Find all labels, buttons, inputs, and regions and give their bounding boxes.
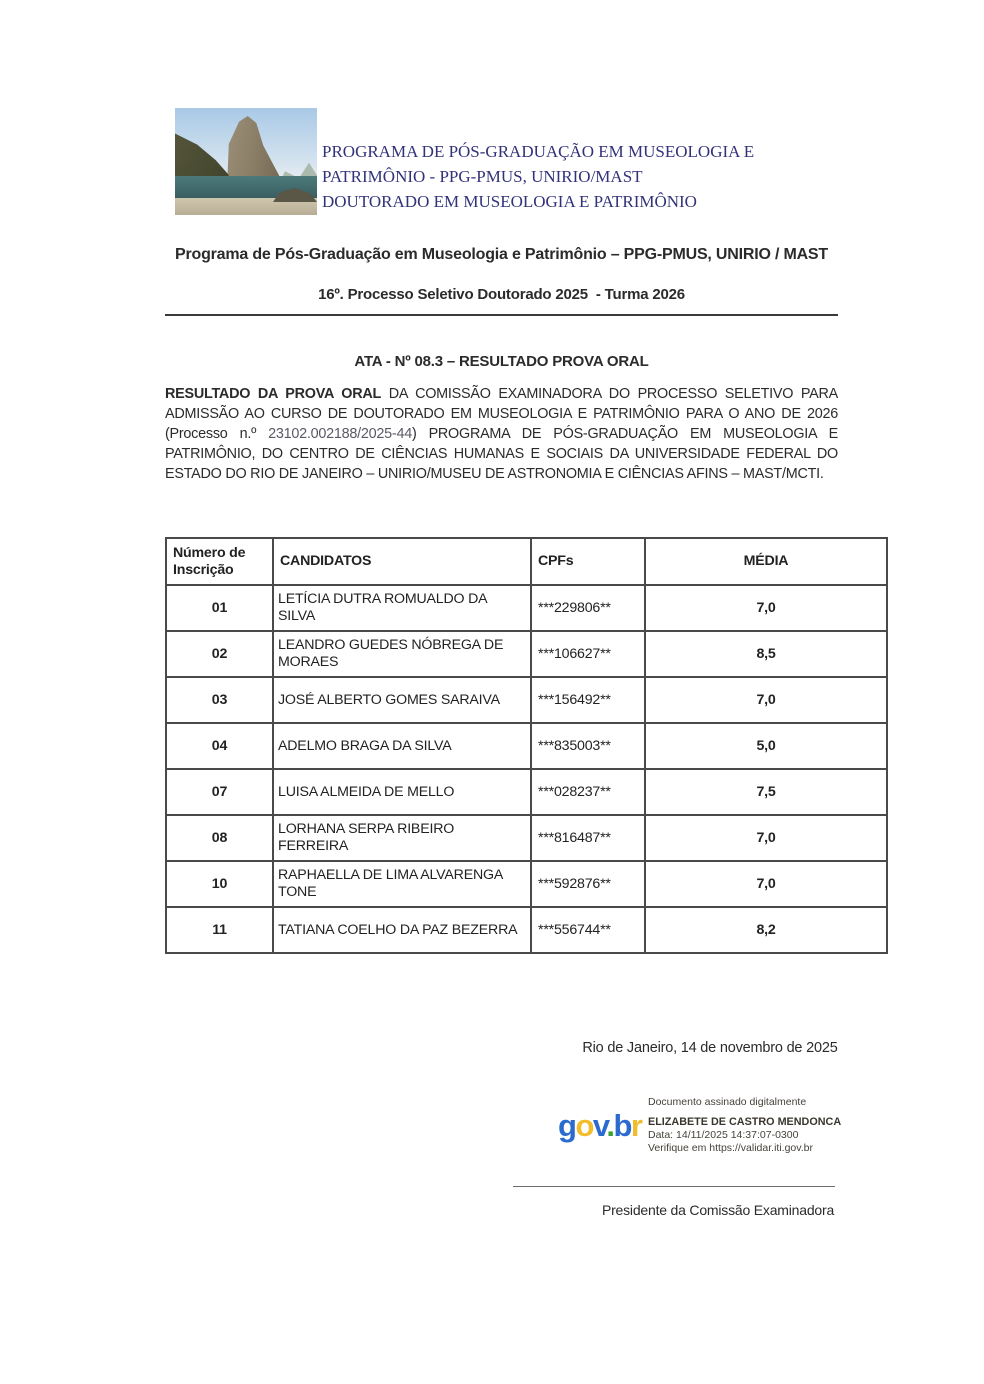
cell-cpf: ***106627**	[531, 631, 645, 677]
table-row	[166, 861, 887, 907]
paragraph-bold-lead: RESULTADO DA PROVA ORAL	[165, 386, 382, 402]
verify-url: Verifique em https://validar.iti.gov.br	[648, 1142, 813, 1154]
cell-numero: 07	[166, 769, 273, 815]
cell-cpf: ***592876**	[531, 861, 645, 907]
cell-cpf: ***028237**	[531, 769, 645, 815]
cell-numero: 01	[166, 585, 273, 631]
program-logo-photo	[175, 108, 317, 215]
signature-date: Data: 14/11/2025 14:37:07-0300	[648, 1129, 799, 1141]
cell-numero: 03	[166, 677, 273, 723]
cell-candidato: ADELMO BRAGA DA SILVA	[273, 723, 531, 769]
column-header-3: MÉDIA	[645, 538, 887, 585]
program-title-line-3: DOUTORADO EM MUSEOLOGIA E PATRIMÔNIO	[322, 192, 697, 211]
digitally-signed-label: Documento assinado digitalmente	[648, 1096, 807, 1108]
cell-media: 7,0	[645, 585, 887, 631]
cell-media: 7,0	[645, 677, 887, 723]
table-body	[166, 585, 887, 953]
govbr-logo-letter: g	[558, 1108, 576, 1143]
cell-media: 7,0	[645, 815, 887, 861]
table-row	[166, 723, 887, 769]
cell-cpf: ***229806**	[531, 585, 645, 631]
cell-candidato: LUISA ALMEIDA DE MELLO	[273, 769, 531, 815]
cell-candidato: RAPHAELLA DE LIMA ALVARENGA TONE	[273, 861, 531, 907]
cell-media: 8,2	[645, 907, 887, 953]
digital-signature-stamp	[556, 1094, 856, 1166]
process-number: 23102.002188/2025-44	[268, 426, 412, 442]
govbr-logo	[558, 1110, 641, 1141]
stamp-text	[648, 1096, 858, 1155]
date-line: Rio de Janeiro, 14 de novembro de 2025	[582, 1040, 838, 1056]
govbr-logo-letter: .	[606, 1108, 614, 1143]
table-row	[166, 907, 887, 953]
table-row	[166, 631, 887, 677]
cell-media: 5,0	[645, 723, 887, 769]
cell-candidato: LORHANA SERPA RIBEIRO FERREIRA	[273, 815, 531, 861]
govbr-logo-letter: b	[613, 1108, 631, 1143]
cell-numero: 04	[166, 723, 273, 769]
cell-candidato: JOSÉ ALBERTO GOMES SARAIVA	[273, 677, 531, 723]
govbr-logo-letter: v	[592, 1108, 607, 1143]
table-row	[166, 677, 887, 723]
program-title-line-1: PROGRAMA DE PÓS-GRADUAÇÃO EM MUSEOLOGIA E	[322, 142, 755, 161]
cell-numero: 02	[166, 631, 273, 677]
column-header-1: CANDIDATOS	[273, 538, 531, 585]
cell-numero: 08	[166, 815, 273, 861]
result-paragraph	[165, 384, 838, 484]
table-row	[166, 815, 887, 861]
document-subtitle: Programa de Pós-Graduação em Museologia e Patrimônio – PPG-PMUS, UNIRIO / MAST	[175, 246, 828, 263]
cell-candidato: LEANDRO GUEDES NÓBREGA DE MORAES	[273, 631, 531, 677]
cell-cpf: ***556744**	[531, 907, 645, 953]
edition-title: 16º. Processo Seletivo Doutorado 2025 - Turma 2026	[318, 286, 685, 303]
signer-name: ELIZABETE DE CASTRO MENDONCA	[648, 1116, 842, 1128]
program-title-line-2: PATRIMÔNIO - PPG-PMUS, UNIRIO/MAST	[322, 167, 643, 186]
column-header-0: Número de Inscrição	[166, 538, 273, 585]
cell-cpf: ***156492**	[531, 677, 645, 723]
cell-numero: 10	[166, 861, 273, 907]
results-table	[165, 537, 888, 954]
cell-media: 7,5	[645, 769, 887, 815]
cell-candidato: TATIANA COELHO DA PAZ BEZERRA	[273, 907, 531, 953]
cell-candidato: LETÍCIA DUTRA ROMUALDO DA SILVA	[273, 585, 531, 631]
column-header-2: CPFs	[531, 538, 645, 585]
govbr-logo-letter: o	[575, 1108, 593, 1143]
paragraph-text-1: DA COMISSÃO EXAMINADORA DO PROCESSO SELETIVO PARA ADMISSÃO AO CURSO DE DOUTORADO EM MUSEOLOGIA E PATRIMÔNIO PARA O ANO DE 2026 (Processo n.º	[165, 386, 838, 442]
cell-media: 8,5	[645, 631, 887, 677]
ata-title: ATA - Nº 08.3 – RESULTADO PROVA ORAL	[354, 353, 649, 370]
program-title	[322, 139, 822, 214]
signature-role: Presidente da Comissão Examinadora	[601, 1202, 835, 1218]
table-header-row	[166, 538, 887, 585]
cell-cpf: ***835003**	[531, 723, 645, 769]
cell-media: 7,0	[645, 861, 887, 907]
govbr-logo-letter: r	[630, 1108, 642, 1143]
table-row	[166, 585, 887, 631]
cell-cpf: ***816487**	[531, 815, 645, 861]
paragraph-text-2: ) PROGRAMA DE PÓS-GRADUAÇÃO EM MUSEOLOGIA E PATRIMÔNIO, DO CENTRO DE CIÊNCIAS HUMANAS E SOCIAIS DA UNIVERSIDADE FEDERAL DO ESTADO DO RIO DE JANEIRO – UNIRIO/MUSEU DE ASTRONOMIA E CIÊNCIAS AFINS – MAST/MCTI.	[165, 426, 838, 482]
table-row	[166, 769, 887, 815]
cell-numero: 11	[166, 907, 273, 953]
signature-line	[513, 1186, 835, 1187]
header-divider	[165, 314, 838, 316]
